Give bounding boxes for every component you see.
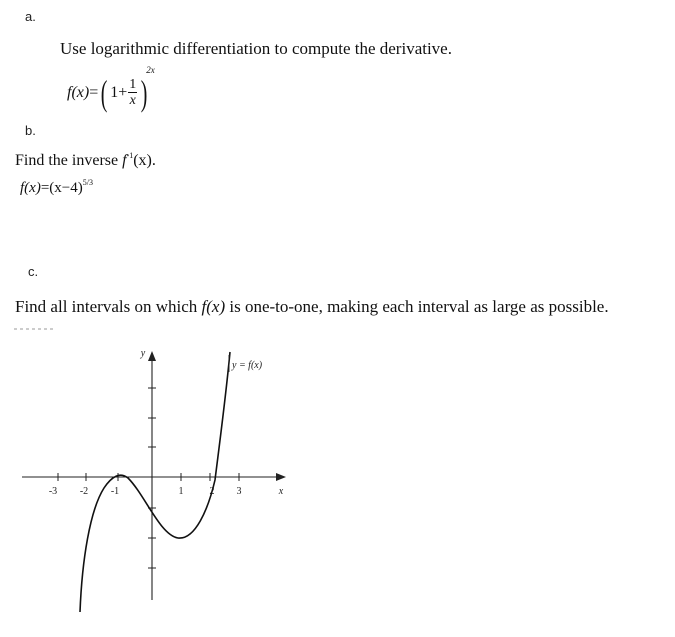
part-b-exponent: 5/3 (82, 178, 93, 187)
x-tick-label: 3 (236, 486, 242, 497)
y-axis-arrow (148, 351, 156, 361)
part-a-instruction: Use logarithmic differentiation to compute the derivative. (60, 39, 452, 58)
part-a-equals: = (89, 84, 99, 101)
x-tick-label: 1 (178, 486, 184, 497)
part-b-instruction-prefix: Find the inverse (15, 152, 119, 169)
part-b-label: b. (25, 123, 36, 138)
x-axis-arrow (276, 473, 286, 481)
left-paren: ( (100, 73, 108, 114)
y-axis-label: y (140, 348, 146, 359)
part-c-fx: f(x) (201, 297, 226, 316)
x-tick-label: -2 (79, 486, 89, 497)
x-tick-label: -3 (48, 486, 58, 497)
part-a-exponent: 2x (146, 65, 155, 75)
x-tick-label: -1 (110, 486, 120, 497)
part-c-label: c. (28, 264, 39, 279)
right-paren: ) (140, 73, 148, 114)
part-b-fx: f(x) (20, 180, 41, 196)
part-b-rhs: =(x−4) (40, 180, 83, 196)
inverse-f: f (122, 152, 127, 169)
inverse-superscript: -1 (126, 151, 134, 160)
fraction-denominator: x (129, 93, 136, 109)
part-a-fx: f(x) (67, 84, 90, 101)
part-c-instruction-suffix: is one-to-one, making each interval as large as possible. (229, 297, 609, 316)
function-curve (80, 352, 230, 612)
inverse-arg: (x). (133, 152, 156, 169)
x-axis-label: x (278, 486, 284, 497)
part-a-label: a. (25, 9, 36, 24)
fraction-numerator: 1 (129, 77, 137, 93)
x-tick-label: 2 (209, 486, 215, 497)
part-a-one-plus: 1+ (110, 84, 128, 101)
part-c-instruction-prefix: Find all intervals on which (15, 297, 198, 316)
curve-label: y = f(x) (232, 360, 263, 371)
